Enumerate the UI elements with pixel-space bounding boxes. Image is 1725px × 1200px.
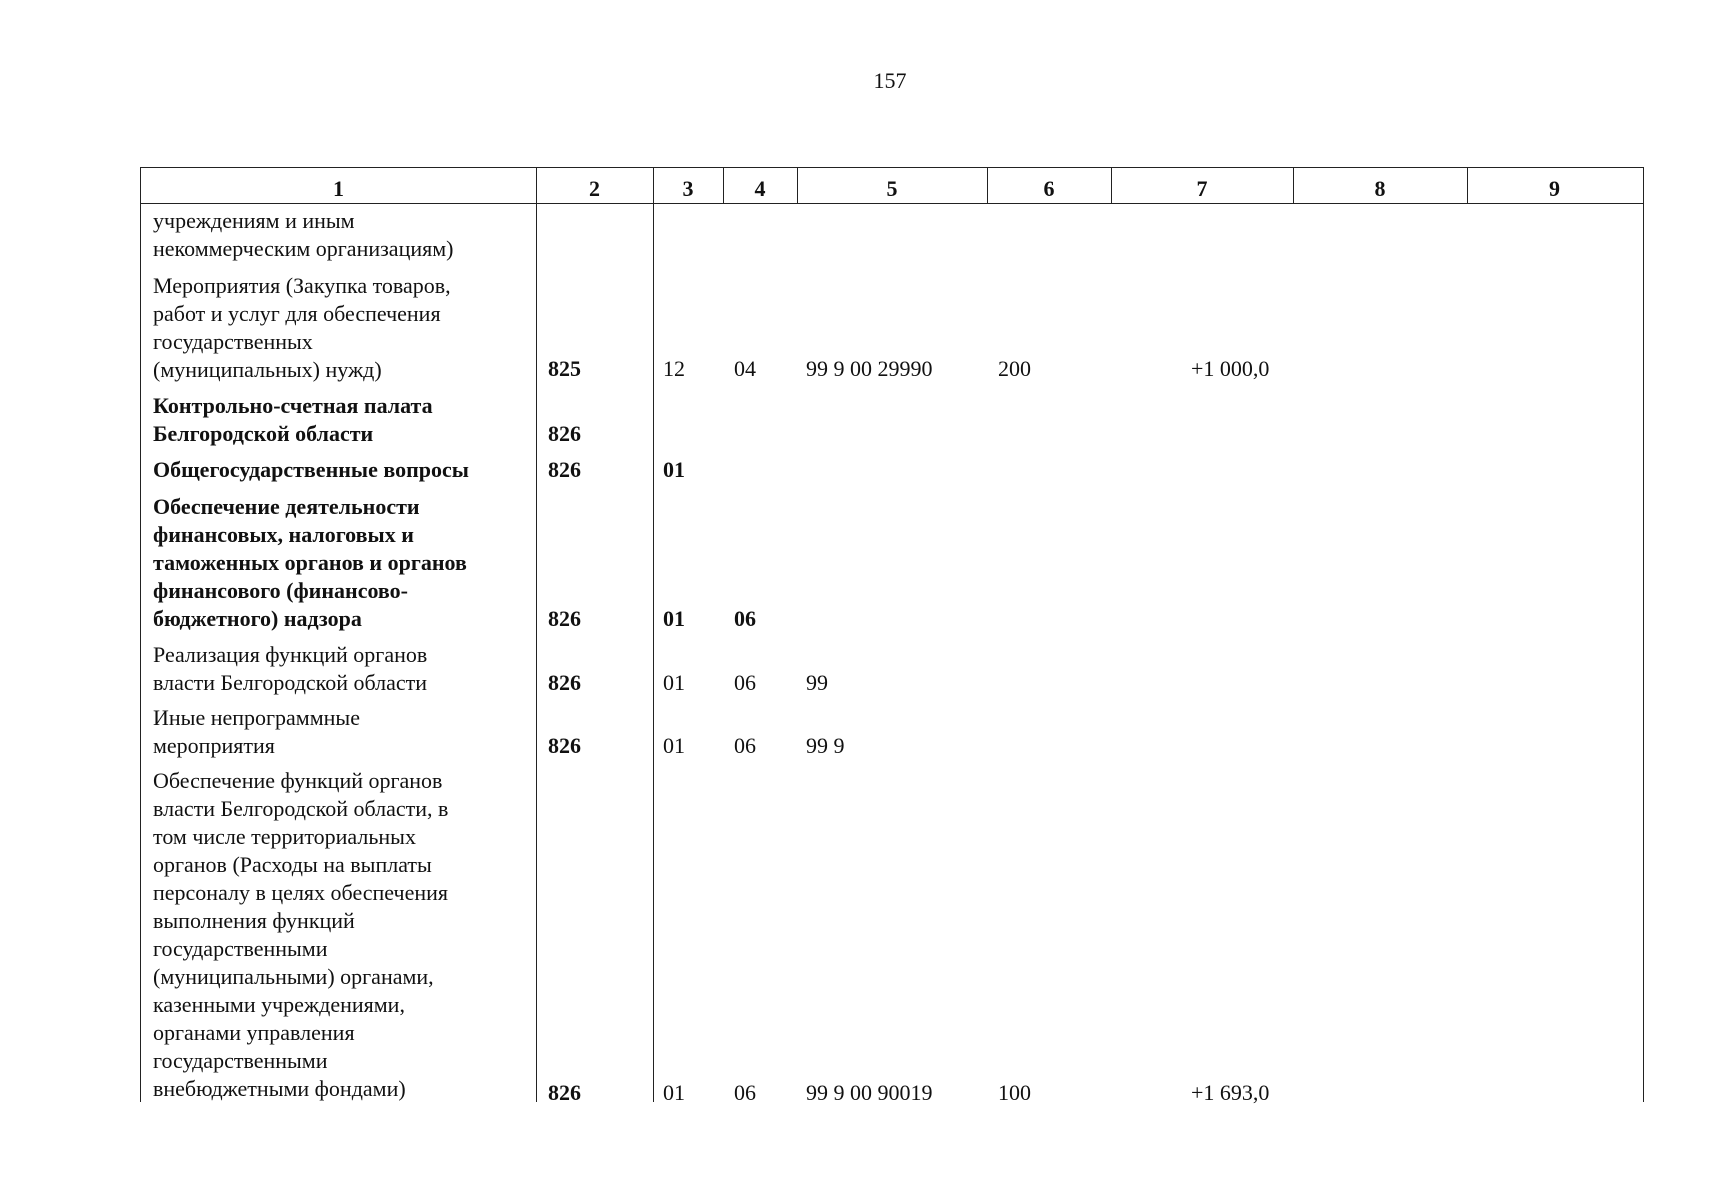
cell-code-admin: 826 — [548, 421, 581, 446]
header-col-8: 8 — [1374, 176, 1386, 201]
header-col-3: 3 — [682, 176, 694, 201]
cell-target-article: 99 9 00 29990 — [806, 356, 933, 381]
header-divider — [1467, 168, 1468, 203]
cell-code-admin: 826 — [548, 670, 581, 695]
header-divider — [797, 168, 798, 203]
cell-section: 01 — [663, 457, 685, 482]
cell-target-article: 99 9 00 90019 — [806, 1080, 933, 1105]
cell-target-article: 99 — [806, 670, 828, 695]
header-divider — [1293, 168, 1294, 203]
header-divider — [987, 168, 988, 203]
header-divider — [1111, 168, 1112, 203]
header-divider — [536, 168, 537, 203]
cell-section: 12 — [663, 356, 685, 381]
row-description: Обеспечение функций органов власти Белгородской области, в том числе территориальных органов (Расходы на выплаты персоналу в целях обеспечения выполнения функций государственными (муниципальными) органами, казенными учреждениями, органами управления государственными внебюджетными фондами) — [153, 768, 449, 1101]
cell-expense-type: 100 — [998, 1080, 1031, 1105]
column-divider — [653, 203, 654, 1102]
row-description: Контрольно-счетная палата Белгородской области — [153, 393, 433, 446]
cell-section: 01 — [663, 1080, 685, 1105]
header-col-9: 9 — [1549, 176, 1560, 201]
cell-subsection: 06 — [734, 606, 756, 631]
row-description: Реализация функций органов власти Белгородской области — [153, 642, 428, 695]
column-divider — [536, 203, 537, 1102]
cell-subsection: 06 — [734, 670, 756, 695]
cell-section: 01 — [663, 670, 685, 695]
cell-code-admin: 826 — [548, 1080, 581, 1105]
budget-table — [140, 167, 1644, 1105]
row-description: Общегосударственные вопросы — [153, 457, 469, 482]
cell-section: 01 — [663, 606, 685, 631]
cell-code-admin: 826 — [548, 457, 581, 482]
cell-subsection: 06 — [734, 733, 756, 758]
cell-subsection: 06 — [734, 1080, 756, 1105]
cell-amount: +1 000,0 — [1191, 356, 1270, 381]
header-col-7: 7 — [1196, 176, 1208, 201]
row-description: учреждениям и иным некоммерческим организациям) — [153, 208, 454, 261]
cell-target-article: 99 9 — [806, 733, 845, 758]
header-col-2: 2 — [589, 176, 600, 201]
header-col-6: 6 — [1043, 176, 1055, 201]
row-description: Иные непрограммные мероприятия — [153, 705, 360, 758]
header-col-4: 4 — [754, 176, 766, 201]
row-description: Мероприятия (Закупка товаров, работ и услуг для обеспечения государственных (муниципальных) нужд) — [153, 273, 451, 382]
cell-code-admin: 826 — [548, 606, 581, 631]
cell-code-admin: 825 — [548, 356, 581, 381]
table-header-row — [141, 168, 1643, 204]
cell-expense-type: 200 — [998, 356, 1031, 381]
page-number: 157 — [873, 68, 907, 93]
cell-section: 01 — [663, 733, 685, 758]
header-col-5: 5 — [886, 176, 898, 201]
header-col-1: 1 — [333, 176, 344, 201]
header-divider — [653, 168, 654, 203]
header-divider — [723, 168, 724, 203]
cell-amount: +1 693,0 — [1191, 1080, 1270, 1105]
cell-subsection: 04 — [734, 356, 756, 381]
row-description: Обеспечение деятельности финансовых, налоговых и таможенных органов и органов финансового (финансово- бюджетного) надзора — [153, 494, 467, 631]
cell-code-admin: 826 — [548, 733, 581, 758]
